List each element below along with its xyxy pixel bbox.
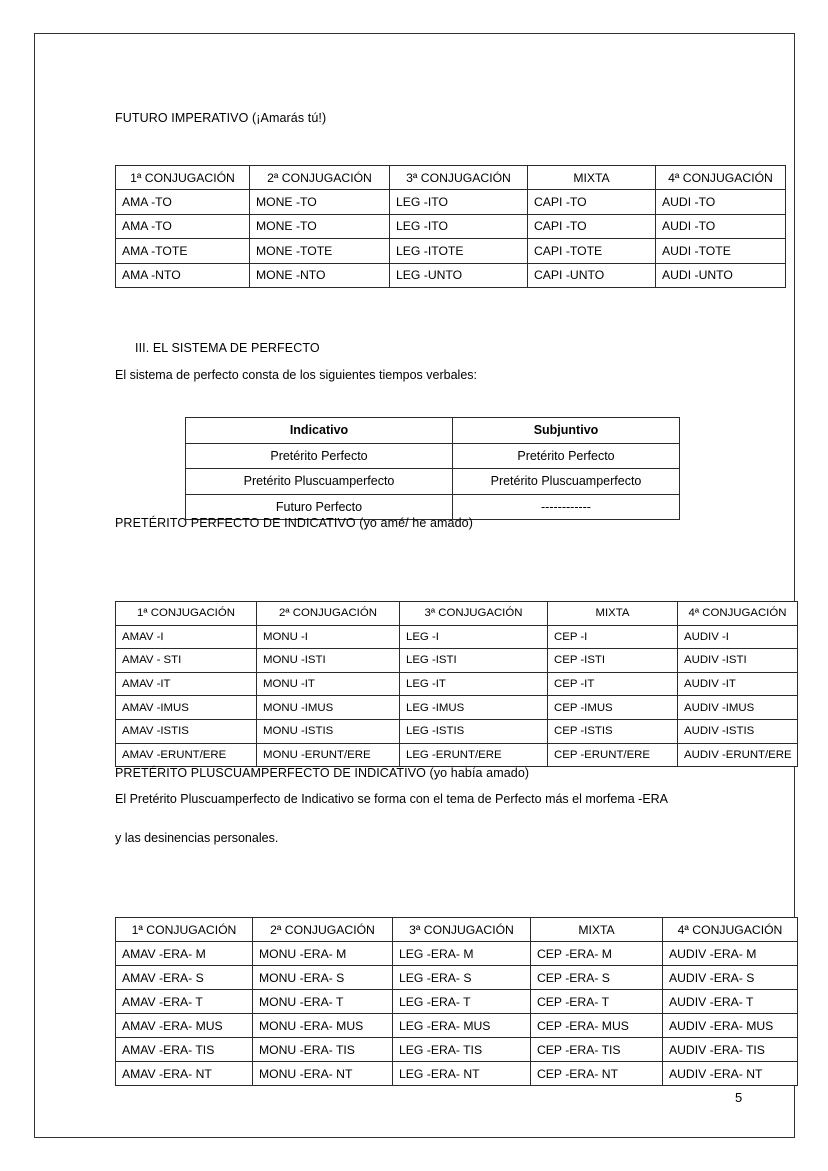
table-cell: AMAV -ERA- S bbox=[116, 966, 253, 990]
table-row bbox=[116, 990, 798, 1014]
table-cell: AUDIV -ERA- MUS bbox=[663, 1014, 798, 1038]
table-cell: AUDI -TOTE bbox=[656, 239, 786, 263]
table-row bbox=[116, 263, 786, 287]
table-cell: LEG -ERA- NT bbox=[393, 1062, 531, 1086]
column-header: MIXTA bbox=[531, 918, 663, 942]
table-cell: CEP -ERA- TIS bbox=[531, 1038, 663, 1062]
table-cell: Pretérito Pluscuamperfecto bbox=[186, 469, 453, 495]
heading-preterito-perfecto: PRETÉRITO PERFECTO DE INDICATIVO (yo amé/ he amado) bbox=[115, 516, 473, 530]
table-cell: CEP -ERA- NT bbox=[531, 1062, 663, 1086]
table-row bbox=[116, 239, 786, 263]
table-row bbox=[116, 190, 786, 214]
table-header-row bbox=[116, 918, 798, 942]
table-cell: AUDIV -ISTIS bbox=[678, 719, 798, 743]
table-cell: MONE -TO bbox=[250, 190, 390, 214]
column-header: Subjuntivo bbox=[453, 418, 680, 444]
table-cell: LEG -IMUS bbox=[400, 696, 548, 720]
table-cell: AUDIV -I bbox=[678, 625, 798, 649]
table-cell: CEP -IT bbox=[548, 672, 678, 696]
table-cell: AMAV -ERA- TIS bbox=[116, 1038, 253, 1062]
table-cell: AMAV -IT bbox=[116, 672, 257, 696]
table-header-row bbox=[116, 166, 786, 190]
table-cell: LEG -ERUNT/ERE bbox=[400, 743, 548, 767]
table-row bbox=[116, 743, 798, 767]
table-cell: MONU -ISTI bbox=[257, 649, 400, 673]
table-row bbox=[186, 469, 680, 495]
table-futuro-imperativo bbox=[115, 165, 786, 288]
table-cell: MONE -TO bbox=[250, 214, 390, 238]
column-header: 2ª CONJUGACIÓN bbox=[257, 602, 400, 626]
column-header: 4ª CONJUGACIÓN bbox=[656, 166, 786, 190]
table-cell: MONE -TOTE bbox=[250, 239, 390, 263]
paragraph-sistema-perfecto-intro: El sistema de perfecto consta de los siguientes tiempos verbales: bbox=[115, 368, 477, 382]
table-cell: AMA -TO bbox=[116, 214, 250, 238]
heading-futuro-imperativo: FUTURO IMPERATIVO (¡Amarás tú!) bbox=[115, 111, 327, 125]
table-cell: MONU -IMUS bbox=[257, 696, 400, 720]
table-cell: MONU -I bbox=[257, 625, 400, 649]
table-cell: CEP -IMUS bbox=[548, 696, 678, 720]
table-header-row bbox=[186, 418, 680, 444]
column-header: 1ª CONJUGACIÓN bbox=[116, 918, 253, 942]
table-cell: MONU -IT bbox=[257, 672, 400, 696]
table-header-row bbox=[116, 602, 798, 626]
table-cell: AUDIV -ERA- TIS bbox=[663, 1038, 798, 1062]
table-cell: LEG -ISTIS bbox=[400, 719, 548, 743]
table-cell: AUDIV -ERA- T bbox=[663, 990, 798, 1014]
column-header: 4ª CONJUGACIÓN bbox=[663, 918, 798, 942]
table-pluscuamperfecto bbox=[115, 917, 798, 1086]
table-row bbox=[116, 966, 798, 990]
column-header: 3ª CONJUGACIÓN bbox=[390, 166, 528, 190]
table-cell: AMA -TO bbox=[116, 190, 250, 214]
column-header: 2ª CONJUGACIÓN bbox=[253, 918, 393, 942]
table-cell: AUDI -TO bbox=[656, 190, 786, 214]
table-cell: CEP -ISTIS bbox=[548, 719, 678, 743]
table-row bbox=[116, 1014, 798, 1038]
column-header: 2ª CONJUGACIÓN bbox=[250, 166, 390, 190]
table-cell: AMAV -I bbox=[116, 625, 257, 649]
table-row bbox=[116, 1062, 798, 1086]
table-cell: AUDIV -IT bbox=[678, 672, 798, 696]
table-cell: MONU -ERUNT/ERE bbox=[257, 743, 400, 767]
table-cell: CEP -ERA- MUS bbox=[531, 1014, 663, 1038]
page-content bbox=[35, 34, 796, 1139]
table-cell: AMAV -ERA- T bbox=[116, 990, 253, 1014]
table-cell: LEG -ERA- TIS bbox=[393, 1038, 531, 1062]
table-cell: CAPI -TOTE bbox=[528, 239, 656, 263]
table-cell: AMAV -IMUS bbox=[116, 696, 257, 720]
table-sistema-perfecto bbox=[185, 417, 680, 520]
paragraph-pluscuamperfecto-line1: El Pretérito Pluscuamperfecto de Indicativo se forma con el tema de Perfecto más el morfema -ERA bbox=[115, 792, 669, 806]
table-cell: AUDIV -IMUS bbox=[678, 696, 798, 720]
table-cell: AMA -TOTE bbox=[116, 239, 250, 263]
heading-pluscuamperfecto: PRETÉRITO PLUSCUAMPERFECTO DE INDICATIVO (yo había amado) bbox=[115, 766, 530, 780]
table-cell: AMA -NTO bbox=[116, 263, 250, 287]
table-cell: CEP -ERUNT/ERE bbox=[548, 743, 678, 767]
table-cell: AUDIV -ERUNT/ERE bbox=[678, 743, 798, 767]
table-cell: Pretérito Pluscuamperfecto bbox=[453, 469, 680, 495]
column-header: 4ª CONJUGACIÓN bbox=[678, 602, 798, 626]
table-cell: MONU -ERA- MUS bbox=[253, 1014, 393, 1038]
table-cell: CEP -ISTI bbox=[548, 649, 678, 673]
table-cell: MONU -ERA- S bbox=[253, 966, 393, 990]
table-cell: AUDIV -ERA- M bbox=[663, 942, 798, 966]
table-cell: Pretérito Perfecto bbox=[453, 443, 680, 469]
table-row bbox=[116, 942, 798, 966]
column-header: 1ª CONJUGACIÓN bbox=[116, 166, 250, 190]
table-preterito-perfecto bbox=[115, 601, 798, 767]
table-cell: MONU -ERA- TIS bbox=[253, 1038, 393, 1062]
column-header: MIXTA bbox=[528, 166, 656, 190]
table-cell: AMAV -ERA- MUS bbox=[116, 1014, 253, 1038]
table-cell: AUDIV -ERA- S bbox=[663, 966, 798, 990]
table-cell: LEG -IT bbox=[400, 672, 548, 696]
table-row bbox=[116, 649, 798, 673]
paragraph-pluscuamperfecto-line2: y las desinencias personales. bbox=[115, 831, 279, 845]
table-cell: LEG -ERA- T bbox=[393, 990, 531, 1014]
heading-sistema-perfecto: III. EL SISTEMA DE PERFECTO bbox=[135, 341, 320, 355]
table-cell: AMAV -ERUNT/ERE bbox=[116, 743, 257, 767]
table-cell: LEG -ERA- M bbox=[393, 942, 531, 966]
table-cell: AUDI -TO bbox=[656, 214, 786, 238]
table-row bbox=[116, 625, 798, 649]
table-cell: LEG -ITO bbox=[390, 214, 528, 238]
page-number: 5 bbox=[735, 1090, 743, 1105]
table-row bbox=[116, 1038, 798, 1062]
table-cell: LEG -ERA- MUS bbox=[393, 1014, 531, 1038]
table-cell: CEP -I bbox=[548, 625, 678, 649]
table-cell: CEP -ERA- M bbox=[531, 942, 663, 966]
table-cell: MONU -ERA- T bbox=[253, 990, 393, 1014]
column-header: 3ª CONJUGACIÓN bbox=[393, 918, 531, 942]
table-cell: ------------ bbox=[453, 494, 680, 520]
table-row bbox=[186, 443, 680, 469]
table-cell: MONE -NTO bbox=[250, 263, 390, 287]
table-row bbox=[116, 214, 786, 238]
table-cell: Futuro Perfecto bbox=[186, 494, 453, 520]
table-cell: AMAV -ISTIS bbox=[116, 719, 257, 743]
table-cell: AUDIV -ERA- NT bbox=[663, 1062, 798, 1086]
table-cell: MONU -ERA- NT bbox=[253, 1062, 393, 1086]
table-cell: AUDI -UNTO bbox=[656, 263, 786, 287]
table-cell: CEP -ERA- S bbox=[531, 966, 663, 990]
table-cell: LEG -ISTI bbox=[400, 649, 548, 673]
table-cell: AMAV - STI bbox=[116, 649, 257, 673]
table-cell: LEG -UNTO bbox=[390, 263, 528, 287]
column-header: 3ª CONJUGACIÓN bbox=[400, 602, 548, 626]
table-row bbox=[116, 672, 798, 696]
column-header: Indicativo bbox=[186, 418, 453, 444]
table-row bbox=[116, 696, 798, 720]
page-frame bbox=[34, 33, 795, 1138]
table-cell: CEP -ERA- T bbox=[531, 990, 663, 1014]
table-cell: AMAV -ERA- M bbox=[116, 942, 253, 966]
table-cell: CAPI -UNTO bbox=[528, 263, 656, 287]
table-cell: LEG -ERA- S bbox=[393, 966, 531, 990]
table-cell: AMAV -ERA- NT bbox=[116, 1062, 253, 1086]
table-cell: CAPI -TO bbox=[528, 190, 656, 214]
table-cell: LEG -ITOTE bbox=[390, 239, 528, 263]
table-cell: Pretérito Perfecto bbox=[186, 443, 453, 469]
table-cell: LEG -ITO bbox=[390, 190, 528, 214]
table-cell: AUDIV -ISTI bbox=[678, 649, 798, 673]
column-header: 1ª CONJUGACIÓN bbox=[116, 602, 257, 626]
table-cell: MONU -ISTIS bbox=[257, 719, 400, 743]
table-cell: LEG -I bbox=[400, 625, 548, 649]
table-cell: CAPI -TO bbox=[528, 214, 656, 238]
table-cell: MONU -ERA- M bbox=[253, 942, 393, 966]
table-row bbox=[116, 719, 798, 743]
column-header: MIXTA bbox=[548, 602, 678, 626]
